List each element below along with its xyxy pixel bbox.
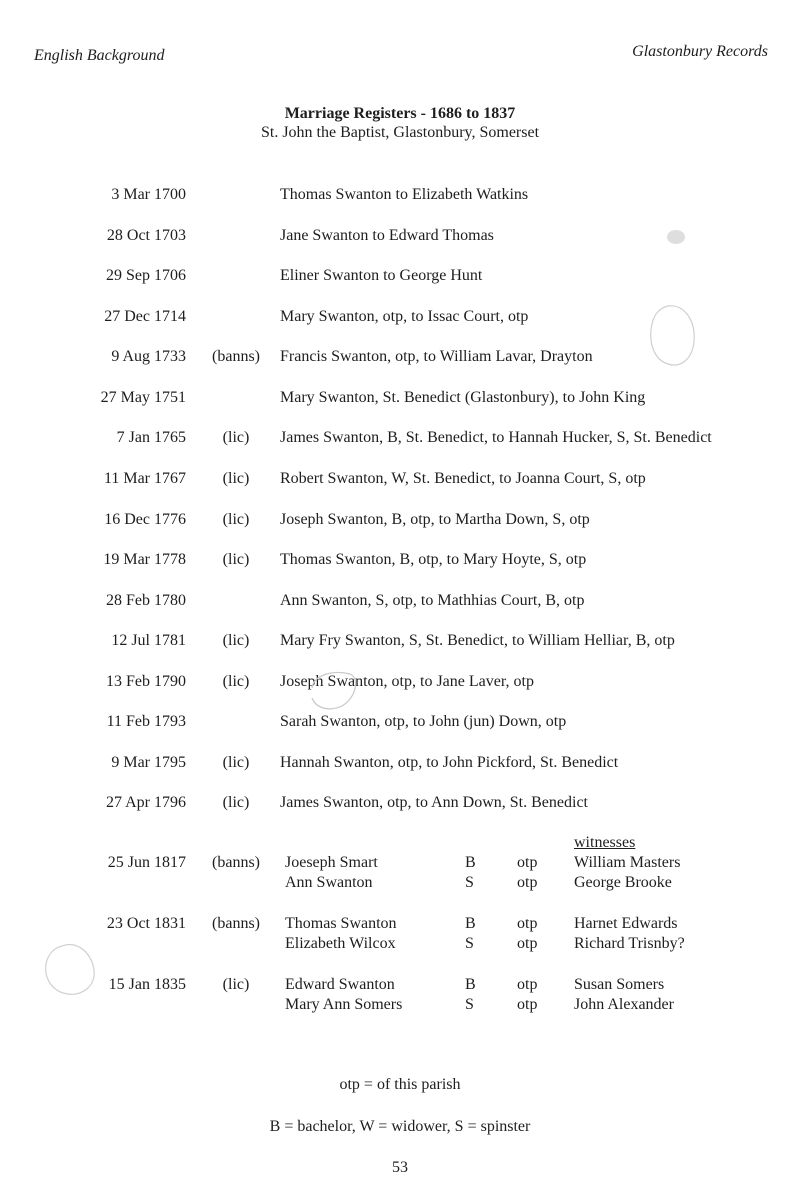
entry-date: 27 Dec 1714 [104,308,186,325]
groom-name: Joeseph Smart [285,854,378,871]
entry-date: 19 Mar 1778 [103,551,186,568]
entry-text: Ann Swanton, S, otp, to Mathhias Court, B, otp [280,592,585,609]
entry-type: (lic) [222,470,250,487]
entry-text: Mary Swanton, otp, to Issac Court, otp [280,308,529,325]
entry-type: (lic) [222,632,250,649]
entry-text: Thomas Swanton to Elizabeth Watkins [280,186,529,203]
entry-date: 3 Mar 1700 [111,186,186,203]
entry-date: 11 Feb 1793 [106,713,186,730]
groom-witness: Harnet Edwards [574,915,678,932]
entry-type: (lic) [222,794,250,811]
entry-date: 9 Mar 1795 [111,754,186,771]
marriage-entry-row [0,551,800,571]
entry-text: Thomas Swanton, B, otp, to Mary Hoyte, S, otp [280,551,587,568]
bride-witness: George Brooke [574,874,672,891]
marriage-entry-row [0,632,800,652]
marriage-entry-row [0,429,800,449]
entry-text: Joseph Swanton, B, otp, to Martha Down, S, otp [280,511,590,528]
groom-parish: otp [517,854,538,871]
bride-name: Mary Ann Somers [285,996,403,1013]
entry-text: Eliner Swanton to George Hunt [280,267,483,284]
entry-date: 9 Aug 1733 [111,348,186,365]
groom-witness: Susan Somers [574,976,665,993]
entry-type: (banns) [212,854,260,871]
entry-text: Hannah Swanton, otp, to John Pickford, St. Benedict [280,754,619,771]
bride-parish: otp [517,935,538,952]
entry-date: 29 Sep 1706 [106,267,186,284]
entry-date: 12 Jul 1781 [111,632,186,649]
running-header-right: Glastonbury Records [632,43,768,60]
entry-text: Joseph Swanton, otp, to Jane Laver, otp [280,673,534,690]
entry-date: 16 Dec 1776 [104,511,186,528]
entry-text: Sarah Swanton, otp, to John (jun) Down, otp [280,713,567,730]
entry-type: (lic) [222,754,250,771]
detailed-entry-bride-row [0,996,800,1016]
bride-status: S [465,935,474,952]
groom-name: Thomas Swanton [285,915,397,932]
marriage-entry-row [0,592,800,612]
running-header-left: English Background [34,47,165,64]
entry-date: 27 May 1751 [100,389,186,406]
bride-witness: Richard Trisnby? [574,935,685,952]
groom-witness: William Masters [574,854,681,871]
entry-date: 15 Jan 1835 [108,976,186,993]
marriage-entry-row [0,754,800,774]
bride-status: S [465,874,474,891]
groom-status: B [465,976,476,993]
entry-date: 23 Oct 1831 [106,915,186,932]
marriage-entry-row [0,673,800,693]
bride-parish: otp [517,874,538,891]
entry-type: (lic) [222,673,250,690]
bride-name: Ann Swanton [285,874,373,891]
marriage-entry-row [0,470,800,490]
detailed-entry-bride-row [0,874,800,894]
entry-text: Mary Swanton, St. Benedict (Glastonbury), to John King [280,389,646,406]
page-title: Marriage Registers - 1686 to 1837 [284,105,516,122]
groom-status: B [465,915,476,932]
legend-otp: otp = of this parish [339,1076,461,1093]
entry-date: 25 Jun 1817 [107,854,186,871]
entry-text: Robert Swanton, W, St. Benedict, to Joanna Court, S, otp [280,470,646,487]
marriage-entry-row [0,389,800,409]
entry-date: 28 Feb 1780 [106,592,186,609]
marriage-entry-row [0,267,800,287]
entry-date: 7 Jan 1765 [116,429,186,446]
entry-type: (lic) [222,551,250,568]
page-number: 53 [392,1159,408,1176]
page-subtitle: St. John the Baptist, Glastonbury, Somerset [260,124,540,141]
entry-type: (banns) [212,915,260,932]
entry-text: James Swanton, B, St. Benedict, to Hannah Hucker, S, St. Benedict [280,429,712,446]
entry-type: (banns) [212,348,260,365]
marriage-entry-row [0,227,800,247]
entry-type: (lic) [222,429,250,446]
entry-text: Mary Fry Swanton, S, St. Benedict, to William Helliar, B, otp [280,632,675,649]
detailed-entry-groom-row [0,854,800,874]
detailed-entry-groom-row [0,976,800,996]
witnesses-column-header: witnesses [574,834,636,851]
entry-date: 28 Oct 1703 [106,227,186,244]
entry-date: 13 Feb 1790 [106,673,186,690]
marriage-entry-row [0,794,800,814]
bride-witness: John Alexander [574,996,674,1013]
marriage-entry-row [0,308,800,328]
marriage-entry-row [0,713,800,733]
legend-status-codes: B = bachelor, W = widower, S = spinster [269,1118,531,1135]
groom-parish: otp [517,976,538,993]
marriage-entry-row [0,348,800,368]
bride-parish: otp [517,996,538,1013]
entry-text: Francis Swanton, otp, to William Lavar, Drayton [280,348,593,365]
bride-status: S [465,996,474,1013]
groom-parish: otp [517,915,538,932]
groom-name: Edward Swanton [285,976,395,993]
entry-date: 27 Apr 1796 [106,794,186,811]
entry-text: James Swanton, otp, to Ann Down, St. Benedict [280,794,588,811]
marriage-entry-row [0,186,800,206]
groom-status: B [465,854,476,871]
detailed-entry-groom-row [0,915,800,935]
entry-type: (lic) [222,511,250,528]
detailed-entry-bride-row [0,935,800,955]
bride-name: Elizabeth Wilcox [285,935,396,952]
entry-date: 11 Mar 1767 [103,470,186,487]
entry-type: (lic) [222,976,250,993]
entry-text: Jane Swanton to Edward Thomas [280,227,494,244]
marriage-entry-row [0,511,800,531]
